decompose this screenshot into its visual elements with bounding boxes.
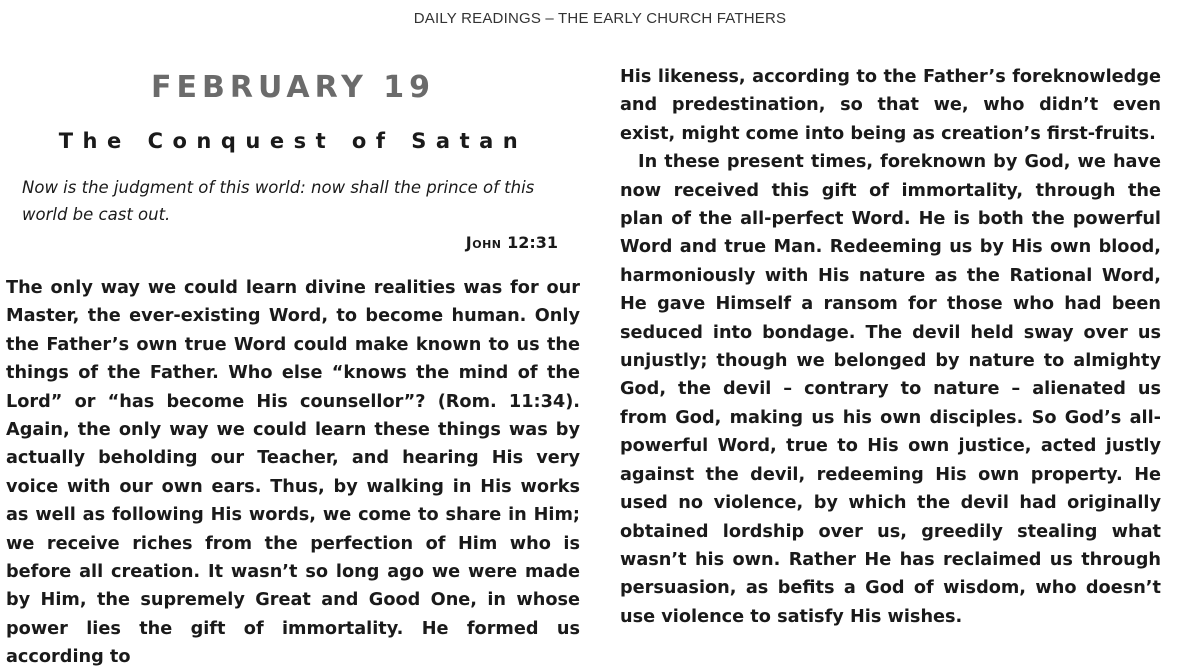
running-head: DAILY READINGS – THE EARLY CHURCH FATHERS xyxy=(413,10,787,27)
body-paragraph-1: The only way we could learn divine realities was for our Master, the ever-existing Word, to become human. Only the Father’s own true Word could make known to us the things of the Father. Who else “knows the mind of the Lord” or “has become His counsellor”? (Rom. 11:34). Again, the only way we could learn these things was by actually beholding our Teacher, and hearing His very voice with our own ears. Thus, by walking in His works as well as following His words, we come to share in Him; we receive riches from the perfection of Him who is before all creation. It wasn’t so long ago we were made by Him, the supremely Great and Good One, in whose power lies the gift of immortality. He formed us according to xyxy=(6,278,580,668)
citation-ref: 12:31 xyxy=(507,233,558,252)
entry-date: FEBRUARY 19 xyxy=(151,70,435,105)
body-paragraph-1-continued: His likeness, according to the Father’s foreknowledge and predestination, so that we, who didn’t even exist, might come into being as creation’s first-fruits. xyxy=(620,67,1161,144)
body-paragraph-2: In these present times, foreknown by God, we have now received this gift of immortality, through the plan of the all-perfect Word. He is both the powerful Word and true Man. Redeeming us by His own blood, harmoniously with His nature as the Rational Word, He gave Himself a ransom for those who had been seduced into bondage. The devil held sway over us unjustly; though we belonged by nature to almighty God, the devil – contrary to nature – alienated us from God, making us his own disciples. So God’s all-powerful Word, true to His own justice, acted justly against the devil, redeeming His own property. He used no violence, by which the devil had originally obtained lordship over us, greedily stealing what wasn’t his own. Rather He has reclaimed us through persuasion, as befits a God of wisdom, who doesn’t use violence to satisfy His wishes. xyxy=(620,152,1161,627)
right-column xyxy=(620,63,1161,631)
epigraph-citation xyxy=(6,230,558,256)
entry-title: The Conquest of Satan xyxy=(58,129,528,153)
citation-book: John xyxy=(465,233,502,252)
left-column xyxy=(6,66,580,672)
epigraph: Now is the judgment of this world: now shall the prince of this world be cast out. xyxy=(22,178,535,224)
